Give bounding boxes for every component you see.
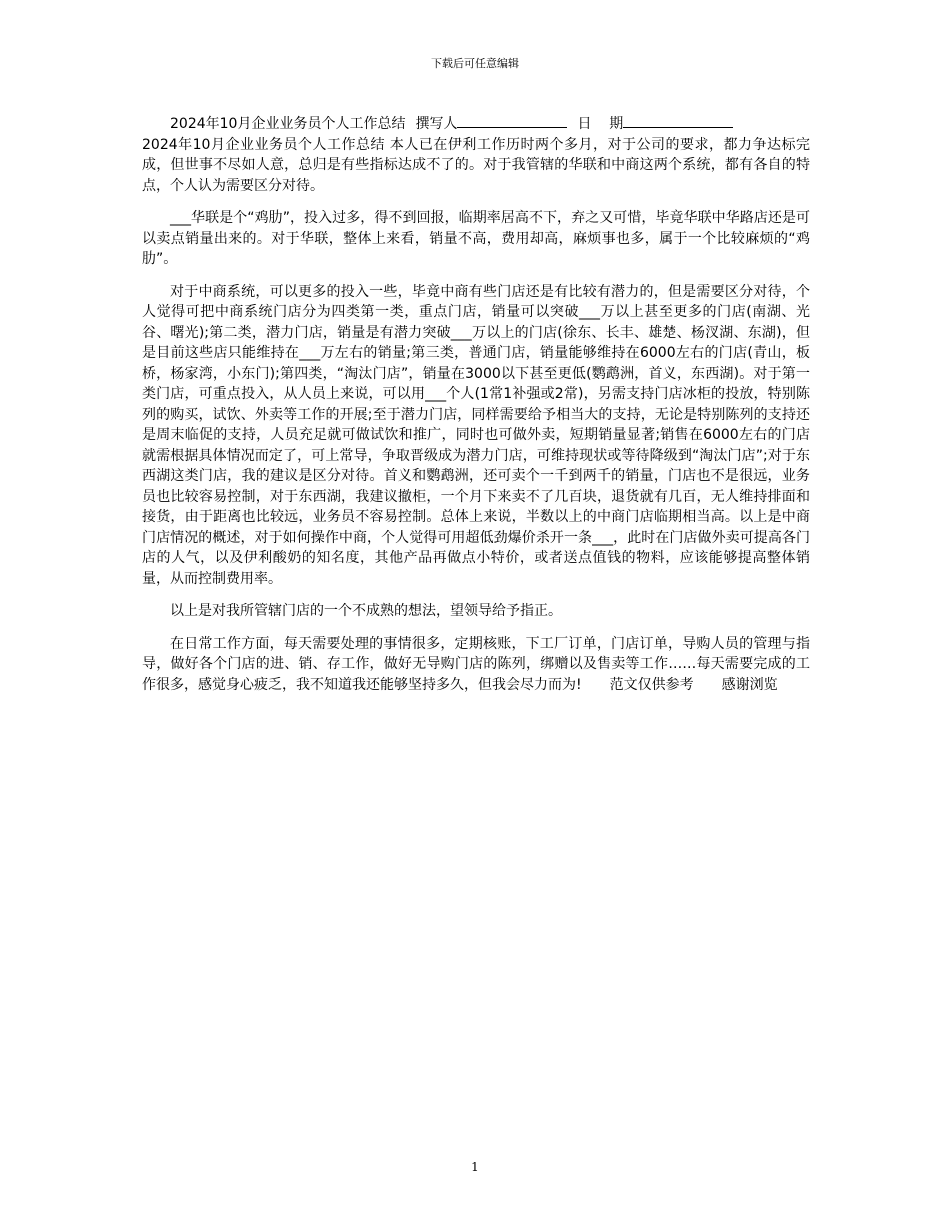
author-blank [457, 113, 567, 128]
author-label: 撰写人 [415, 116, 458, 132]
date-label: 日 期 [577, 116, 624, 132]
document-title: 2024年10月企业业务员个人工作总结 [170, 116, 406, 132]
paragraph-5 [142, 634, 810, 696]
paragraph-3: 对于中商系统，可以更多的投入一些，毕竟中商有些门店还是有比较有潜力的，但是需要区分对待，个人觉得可把中商系统门店分为四类第一类，重点门店，销量可以突破___万以上甚至更多的门店(南湖、光谷、曙光);第二类，潜力门店，销量是有潜力突破___万以上的门店(徐东、长丰、雄楚、杨汊湖、东湖)，但是目前这些店只能维持在___万左右的销量;第三类，普通门店，销量能够维持在6000左右的门店(青山，板桥，杨家湾，小东门);第四类，“淘汰门店”，销量在3000以下甚至更低(鹦鹉洲，首义，东西湖)。对于第一类门店，可重点投入，从人员上来说，可以用___个人(1常1补强或2常)，另需支持门店冰柜的投放，特别陈列的购买，试饮、外卖等工作的开展;至于潜力门店，同样需要给予相当大的支持，无论是特别陈列的支持还是周末临促的支持，人员充足就可做试饮和推广，同时也可做外卖，短期销量显著;销售在6000左右的门店就需根据具体情况而定了，可上常导，争取晋级成为潜力门店，可维持现状或等待降级到“淘汰门店”;对于东西湖这类门店，我的建议是区分对待。首义和鹦鹉洲，还可卖个一千到两千的销量，门店也不是很远，业务员也比较容易控制，对于东西湖，我建议撤柜，一个月下来卖不了几百块，退货就有几百，无人维持排面和接货，由于距离也比较远，业务员不容易控制。总体上来说，半数以上的中商门店临期相当高。以上是中商门店情况的概述，对于如何操作中商，个人觉得可用超低劲爆价杀开一条___，此时在门店做外卖可提高各门店的人气，以及伊利酸奶的知名度，其他产品再做点小特价，或者送点值钱的物料，应该能够提高整体销量，从而控制费用率。 [142, 283, 810, 587]
document-body [142, 113, 810, 707]
paragraph-2: ___华联是个“鸡肋”，投入过多，得不到回报，临期率居高不下，弃之又可惜，毕竟华联中华路店还是可以卖点销量出来的。对于华联，整体上来看，销量不高，费用却高，麻烦事也多，属于一个比较麻烦的“鸡肋”。 [142, 210, 810, 267]
paragraph-5-text: 在日常工作方面，每天需要处理的事情很多，定期核账，下工厂订单，门店订单，导购人员的管理与指导，做好各个门店的进、销、存工作，做好无导购门店的陈列，绑赠以及售卖等工作……每天需要完成的工作很多，感觉身心疲乏，我不知道我还能够坚持多久，但我会尽力而为! [142, 635, 810, 693]
paragraph-intro [142, 113, 810, 196]
closing-reference: 范文仅供参考 [609, 676, 694, 693]
date-blank [623, 113, 733, 128]
page-number: 1 [471, 1160, 479, 1174]
closing-thanks: 感谢浏览 [721, 676, 778, 693]
header-note: 下载后可任意编辑 [431, 57, 519, 70]
paragraph-1-text: 2024年10月企业业务员个人工作总结 本人已在伊利工作历时两个多月，对于公司的要求，都力争达标完成，但世事不尽如人意，总归是有些指标达成不了的。对于我管辖的华联和中商这两个系统，都有各自的特点，个人认为需要区分对待。 [142, 136, 810, 194]
paragraph-4: 以上是对我所管辖门店的一个不成熟的想法，望领导给予指正。 [170, 603, 562, 619]
